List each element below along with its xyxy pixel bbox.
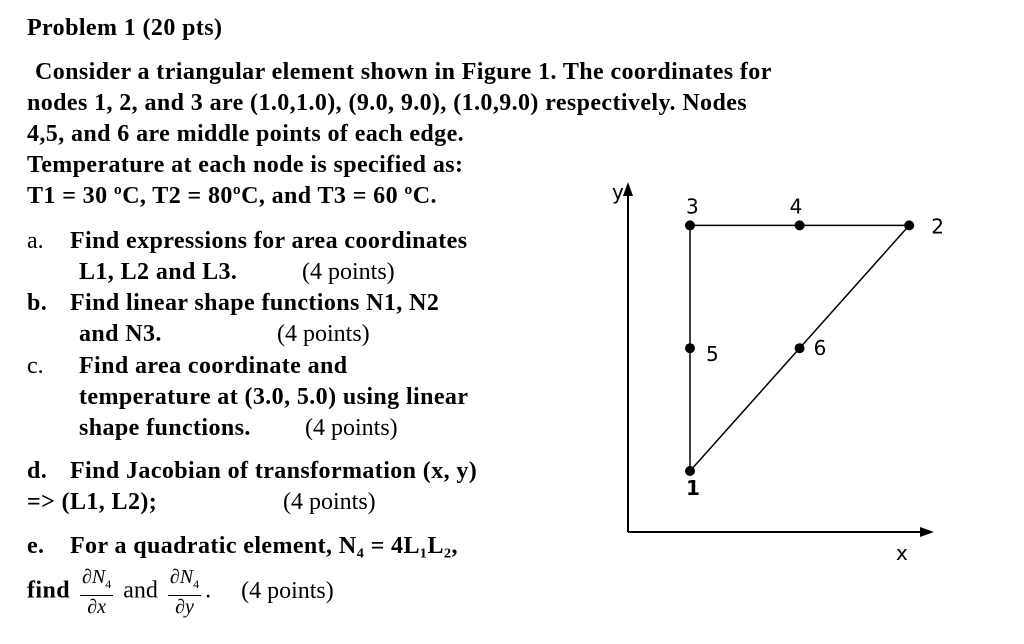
part-a-line-1: Find expressions for area coordinates — [70, 228, 468, 254]
part-e-find: find — [27, 577, 70, 604]
x-axis-label: x — [896, 541, 908, 565]
intro-line-4: Temperature at each node is specified as: — [27, 152, 464, 178]
node-1-dot — [685, 466, 695, 476]
part-e-line-1: For a quadratic element, N₄ = 4L₁L₂, — [70, 533, 458, 559]
node-2-dot — [904, 220, 914, 230]
part-b-marker: b. — [27, 290, 48, 316]
node-5-dot — [685, 343, 695, 353]
fraction-2-numerator: ∂N — [169, 566, 194, 588]
node-4-dot — [795, 220, 805, 230]
part-a-line-2: L1, L2 and L3. — [79, 259, 238, 285]
intro-line-2: nodes 1, 2, and 3 are (1.0,1.0), (9.0, 9.0), (1.0,9.0) respectively. Nodes — [27, 90, 747, 116]
node-3-label: 3 — [686, 194, 699, 219]
part-b-line-1: Find linear shape functions N1, N2 — [70, 290, 440, 316]
x-axis-arrow — [920, 527, 934, 537]
node-2-label: 2 — [931, 214, 944, 239]
fraction-1-subscript: 4 — [105, 577, 112, 591]
intro-line-3: 4,5, and 6 are middle points of each edge. — [27, 121, 465, 147]
node-4-label: 4 — [789, 194, 803, 219]
part-b-line-2: and N3. — [79, 321, 162, 347]
part-d-line-1: Find Jacobian of transformation (x, y) — [70, 458, 478, 484]
fraction-1-denominator: ∂x — [87, 596, 106, 618]
intro-line-5: T1 = 30 ºC, T2 = 80ºC, and T3 = 60 ºC. — [27, 183, 437, 209]
y-axis-arrow — [623, 182, 633, 196]
part-e-and: and — [123, 577, 158, 604]
part-c-marker: c. — [27, 353, 44, 379]
y-axis-label: y — [612, 180, 624, 204]
part-e-points: (4 points) — [241, 577, 334, 604]
part-a-marker: a. — [27, 228, 44, 254]
part-e-period: . — [205, 577, 212, 604]
part-e-marker: e. — [27, 533, 45, 559]
node-1-label: 1 — [686, 476, 700, 500]
node-6-label: 6 — [813, 336, 827, 361]
axes — [623, 182, 934, 537]
part-c-points: (4 points) — [305, 415, 398, 441]
part-c-line-3: shape functions. — [79, 415, 251, 441]
part-c-line-2: temperature at (3.0, 5.0) using linear — [79, 384, 469, 410]
node-5-label: 5 — [706, 342, 719, 367]
intro-line-1: Consider a triangular element shown in Figure 1. The coordinates for — [35, 59, 772, 85]
nodes — [685, 194, 944, 500]
part-d-marker: d. — [27, 458, 48, 484]
node-3-dot — [685, 220, 695, 230]
part-c-line-1: Find area coordinate and — [79, 353, 348, 379]
part-d-line-2: => (L1, L2); — [27, 489, 158, 515]
node-6-dot — [795, 343, 805, 353]
part-d-points: (4 points) — [283, 489, 376, 515]
fraction-2-subscript: 4 — [193, 577, 200, 591]
part-b-points: (4 points) — [277, 321, 370, 347]
fraction-1-numerator: ∂N — [81, 566, 106, 588]
problem-title: Problem 1 (20 pts) — [27, 15, 223, 41]
fraction-2-denominator: ∂y — [175, 596, 194, 618]
part-a-points: (4 points) — [302, 259, 395, 285]
